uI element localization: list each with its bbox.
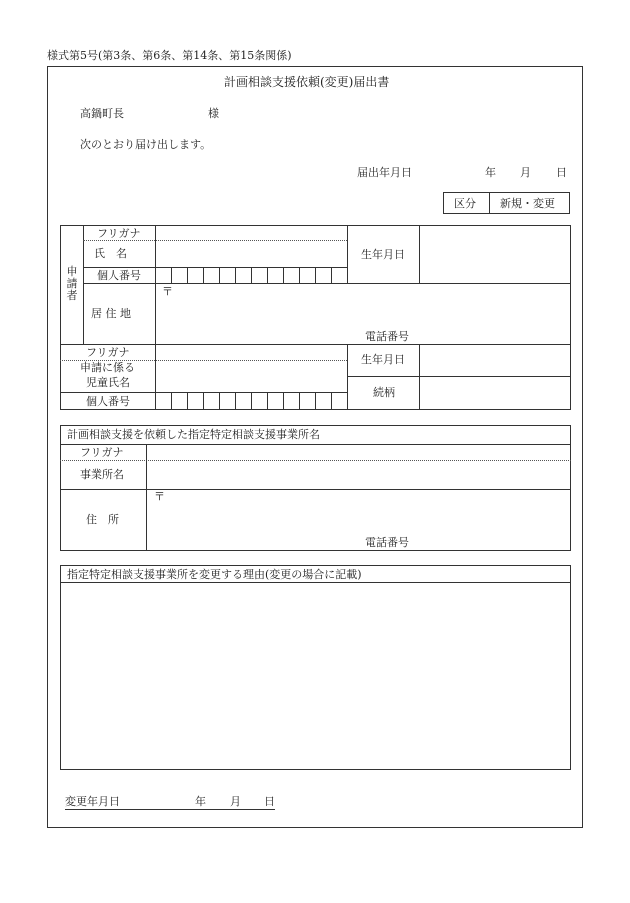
- applicant-birthdate-label: 生年月日: [361, 248, 405, 261]
- office-phone-label: 電話番号: [365, 536, 409, 549]
- child-personal-number-label: 個人番号: [86, 395, 130, 408]
- addressee-name: 高鍋町長: [80, 107, 124, 120]
- reason-heading: 指定特定相談支援事業所を変更する理由(変更の場合に記載): [67, 568, 362, 581]
- change-date-day: 日: [264, 795, 275, 808]
- child-furigana-label: フリガナ: [86, 346, 130, 359]
- reason-input-area[interactable]: [61, 583, 570, 769]
- filing-date-month: 月: [520, 166, 531, 179]
- applicant-name-label: 氏 名: [94, 247, 127, 260]
- child-personal-number-cells[interactable]: [155, 393, 347, 410]
- applicant-address-label: 居 住 地: [91, 307, 131, 320]
- category-label: 区分: [454, 197, 476, 210]
- office-furigana-label: フリガナ: [80, 446, 124, 459]
- office-name-label: 事業所名: [80, 468, 124, 481]
- filing-date-day: 日: [556, 166, 567, 179]
- office-postal-mark: 〒: [154, 490, 165, 503]
- change-date-label: 変更年月日: [65, 795, 120, 808]
- applicant-postal-mark: 〒: [162, 285, 173, 298]
- category-value[interactable]: 新規・変更: [500, 197, 555, 210]
- filing-date-year: 年: [485, 166, 496, 179]
- applicant-furigana-label: フリガナ: [97, 227, 141, 240]
- child-birthdate-label: 生年月日: [361, 353, 405, 366]
- applicant-personal-number-cells[interactable]: [155, 268, 347, 283]
- filing-date-label: 届出年月日: [357, 166, 412, 179]
- change-date-year: 年: [195, 795, 206, 808]
- child-relationship-label: 続柄: [373, 386, 395, 399]
- office-address-label: 住 所: [86, 513, 119, 526]
- applicant-table: [60, 225, 571, 410]
- applicant-personal-number-label: 個人番号: [97, 269, 141, 282]
- intro-text: 次のとおり届け出します。: [80, 138, 212, 151]
- change-date-underline: [65, 809, 275, 810]
- applicant-phone-label: 電話番号: [365, 330, 409, 343]
- form-title: 計画相談支援依頼(変更)届出書: [224, 75, 390, 89]
- applicant-group-label: 申請者: [66, 265, 78, 303]
- child-name-label-1: 申請に係る: [80, 361, 135, 374]
- office-heading: 計画相談支援を依頼した指定特定相談支援事業所名: [67, 428, 320, 441]
- addressee-honorific: 様: [208, 107, 219, 120]
- child-name-label-2: 児童氏名: [86, 376, 130, 389]
- change-date-month: 月: [230, 795, 241, 808]
- form-id: 様式第5号(第3条、第6条、第14条、第15条関係): [47, 49, 292, 62]
